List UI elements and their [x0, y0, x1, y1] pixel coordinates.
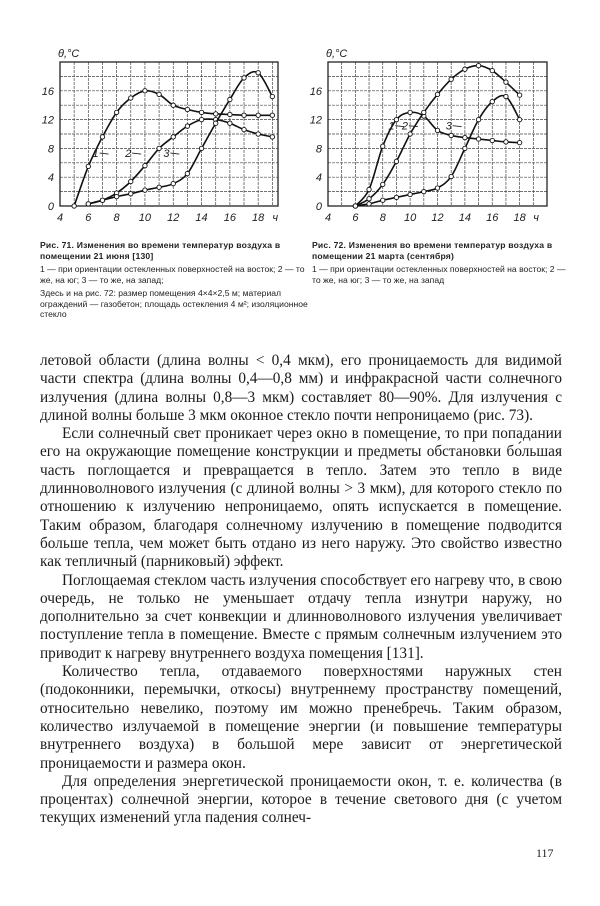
svg-text:4: 4 — [56, 212, 64, 224]
caption-title: Рис. 72. Изменения во времени температур воздуха в помещении 21 марта (сентября) — [312, 240, 553, 261]
page-number: 117 — [536, 846, 554, 860]
svg-text:16: 16 — [41, 85, 54, 98]
figure-72 — [300, 40, 570, 230]
chart-fig72 — [300, 40, 570, 230]
svg-text:10: 10 — [138, 212, 152, 224]
chart-fig71 — [20, 40, 300, 230]
svg-text:4: 4 — [315, 172, 322, 185]
figures-row — [20, 40, 580, 340]
svg-text:8: 8 — [315, 143, 322, 156]
svg-text:12: 12 — [41, 114, 54, 127]
svg-text:6: 6 — [352, 212, 359, 224]
svg-text:16: 16 — [223, 212, 236, 224]
caption-legend: 1 — при ориентации остекленных поверхностей на восток; 2 — то же, на юг; 3 — то же, на запад — [312, 264, 566, 285]
svg-text:2: 2 — [401, 120, 409, 133]
svg-text:1: 1 — [92, 148, 99, 161]
svg-text:2: 2 — [125, 148, 132, 161]
svg-text:8: 8 — [113, 212, 120, 224]
svg-text:12: 12 — [431, 212, 444, 224]
svg-text:1: 1 — [388, 120, 395, 133]
svg-text:ч: ч — [272, 212, 279, 224]
paragraph: Количество тепла, отдаваемого поверхностями наружных стен (подоконники, перемычки, откосы) внутреннему пространству помещений, относительно невелико, поэтому им можно пренебречь. Таким образом, количество излучаемой в помещение энергии (и повышение температуры внутреннего воздуха) в большой мере зависит от энергетической проницаемости и размера окон. — [40, 663, 562, 772]
svg-text:18: 18 — [252, 212, 265, 224]
paragraph: Для определения энергетической проницаемости окон, т. е. количества (в процентах) солнечной энергии, которое в течение светового дня (с учетом текущих изменений угла падения солнеч- — [40, 772, 562, 827]
svg-text:4: 4 — [47, 172, 54, 185]
svg-text:12: 12 — [167, 212, 180, 224]
svg-text:0: 0 — [47, 201, 54, 213]
svg-text:3: 3 — [445, 120, 452, 133]
paragraph: Если солнечный свет проникает через окно в помещение, то при попадании его на окружающие помещение конструкции и предметы обстановки бо́льшая часть поглощается и превращается в тепло. Затем это тепло в виде длинноволнового излучения (с длиной волны > 3 мкм), для которого стекло по отношению к излучению непроницаемо, опять испускается в помещение. Таким образом, благодаря солнечному излучению в помещение подводится больше тепла, чем может быть отдано из него наружу. Это свойство известно как тепличный (парниковый) эффект. — [40, 425, 562, 571]
caption-note: Здесь и на рис. 72: размер помещения 4×4×2,5 м; материал ограждений — газобетон; площадь остекления 4 м²; изоляционное стекло — [40, 288, 308, 319]
body-text — [40, 352, 562, 828]
svg-text:ч: ч — [533, 212, 539, 224]
svg-text:4: 4 — [324, 212, 332, 224]
svg-text:10: 10 — [404, 212, 417, 224]
svg-text:6: 6 — [85, 212, 92, 224]
svg-text:θ,°C: θ,°C — [58, 48, 80, 60]
svg-text:0: 0 — [315, 201, 322, 213]
caption-fig72 — [312, 240, 574, 288]
svg-text:18: 18 — [513, 212, 526, 224]
caption-title: Рис. 71. Изменения во времени температур воздуха в помещении 21 июня [130] — [40, 240, 281, 261]
svg-text:16: 16 — [486, 212, 499, 224]
figure-71 — [20, 40, 300, 230]
svg-text:12: 12 — [309, 114, 322, 127]
paragraph: Поглощаемая стеклом часть излучения способствует его нагреву что, в свою очередь, не только не уменьшает отдачу тепла изнутри наружу, но дополнительно за счет конвекции и длинноволнового излучения увеличивает поступление тепла в помещение. Вместе с прямым солнечным излучением это приводит к нагреву внутреннего воздуха помещения [131]. — [40, 571, 562, 662]
caption-fig71 — [40, 240, 308, 323]
svg-text:16: 16 — [309, 85, 322, 98]
caption-legend: 1 — при ориентации остекленных поверхностей на восток; 2 — то же, на юг; 3 — то же, на запад; — [40, 264, 305, 285]
svg-text:8: 8 — [47, 143, 54, 156]
svg-text:14: 14 — [195, 212, 208, 224]
svg-text:θ,°C: θ,°C — [326, 48, 348, 60]
svg-text:8: 8 — [379, 212, 386, 224]
paragraph: летовой области (длина волны < 0,4 мкм), его проницаемость для видимой части спектра (длина волны 0,4—0,8 мм) и инфракрасной части солнечного излучения (длина волны 0,8—3 мкм) составляет 80—90%. Для излучения с длиной волны больше 3 мкм оконное стекло почти непроницаемо (рис. 73). — [40, 352, 562, 424]
svg-text:3: 3 — [163, 148, 170, 161]
svg-text:14: 14 — [458, 212, 471, 224]
